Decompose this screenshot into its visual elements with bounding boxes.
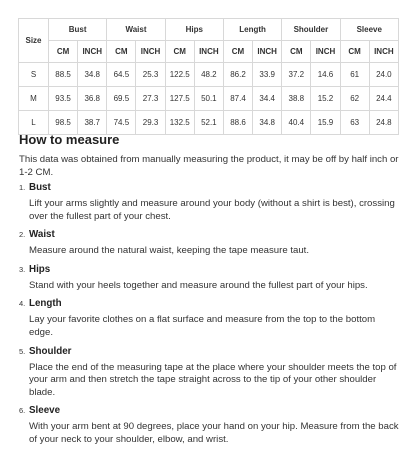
group-header-shoulder: Shoulder bbox=[282, 19, 340, 41]
table-cell: 48.2 bbox=[194, 63, 223, 87]
table-cell: 24.0 bbox=[369, 63, 398, 87]
how-to-measure-heading: How to measure bbox=[19, 132, 120, 147]
intro-paragraph: This data was obtained from manually measuring the product, it may be off by half inch or 1-2 CM. bbox=[19, 154, 399, 178]
group-header-waist: Waist bbox=[107, 19, 165, 41]
unit-header-cm: CM bbox=[165, 41, 194, 63]
table-cell: 50.1 bbox=[194, 87, 223, 111]
table-cell: 86.2 bbox=[223, 63, 252, 87]
unit-header-cm: CM bbox=[282, 41, 311, 63]
table-cell: 64.5 bbox=[107, 63, 136, 87]
table-cell: 87.4 bbox=[223, 87, 252, 111]
step-description: Measure around the natural waist, keeping the tape measure taut. bbox=[29, 245, 309, 257]
table-cell: 61 bbox=[340, 63, 369, 87]
unit-header-row bbox=[19, 41, 399, 63]
table-cell: 29.3 bbox=[136, 111, 165, 135]
table-cell: 15.9 bbox=[311, 111, 340, 135]
table-cell: 52.1 bbox=[194, 111, 223, 135]
step-number: 3. bbox=[19, 264, 26, 274]
step-description: Place the end of the measuring tape at the place where your shoulder meets the top of your arm and then stretch the tape straight across to the tip of your other shoulder blade. bbox=[29, 361, 397, 398]
table-cell: 38.8 bbox=[282, 87, 311, 111]
unit-header-inch: INCH bbox=[311, 41, 340, 63]
group-header-hips: Hips bbox=[165, 19, 223, 41]
table-cell: 127.5 bbox=[165, 87, 194, 111]
size-label: S bbox=[19, 63, 49, 87]
step-number: 6. bbox=[19, 406, 26, 416]
measure-steps-list bbox=[19, 182, 401, 453]
unit-header-cm: CM bbox=[340, 41, 369, 63]
list-item bbox=[19, 229, 401, 258]
table-cell: 34.8 bbox=[253, 111, 282, 135]
group-header-bust: Bust bbox=[49, 19, 107, 41]
group-header-sleeve: Sleeve bbox=[340, 19, 398, 41]
unit-header-inch: INCH bbox=[194, 41, 223, 63]
table-cell: 34.8 bbox=[78, 63, 107, 87]
table-cell: 14.6 bbox=[311, 63, 340, 87]
step-description: Lay your favorite clothes on a flat surface and measure from the top to the bottom edge. bbox=[29, 314, 376, 338]
unit-header-inch: INCH bbox=[136, 41, 165, 63]
table-cell: 88.5 bbox=[49, 63, 78, 87]
table-cell: 98.5 bbox=[49, 111, 78, 135]
table-cell: 36.8 bbox=[78, 87, 107, 111]
table-cell: 34.4 bbox=[253, 87, 282, 111]
step-number: 5. bbox=[19, 346, 26, 356]
list-item bbox=[19, 298, 401, 339]
table-cell: 15.2 bbox=[311, 87, 340, 111]
unit-header-inch: INCH bbox=[78, 41, 107, 63]
table-row bbox=[19, 87, 399, 111]
table-cell: 132.5 bbox=[165, 111, 194, 135]
group-header-length: Length bbox=[223, 19, 281, 41]
table-header-row bbox=[19, 19, 399, 41]
unit-header-cm: CM bbox=[223, 41, 252, 63]
table-cell: 33.9 bbox=[253, 63, 282, 87]
table-cell: 40.4 bbox=[282, 111, 311, 135]
step-title: Bust bbox=[29, 182, 51, 193]
step-title: Shoulder bbox=[29, 345, 72, 357]
table-cell: 38.7 bbox=[78, 111, 107, 135]
table-cell: 74.5 bbox=[107, 111, 136, 135]
list-item bbox=[19, 346, 401, 400]
table-cell: 69.5 bbox=[107, 87, 136, 111]
table-cell: 63 bbox=[340, 111, 369, 135]
step-number: 1. bbox=[19, 183, 26, 192]
table-cell: 37.2 bbox=[282, 63, 311, 87]
table-cell: 88.6 bbox=[223, 111, 252, 135]
step-title: Length bbox=[29, 298, 62, 310]
list-item bbox=[19, 182, 401, 223]
unit-header-inch: INCH bbox=[253, 41, 282, 63]
table-cell: 62 bbox=[340, 87, 369, 111]
table-cell: 122.5 bbox=[165, 63, 194, 87]
table-cell: 24.8 bbox=[369, 111, 398, 135]
step-title: Sleeve bbox=[29, 405, 61, 417]
table-cell: 93.5 bbox=[49, 87, 78, 111]
list-item bbox=[19, 264, 401, 293]
list-item bbox=[19, 405, 401, 446]
step-title: Hips bbox=[29, 263, 51, 275]
table-row bbox=[19, 111, 399, 135]
table-cell: 25.3 bbox=[136, 63, 165, 87]
unit-header-cm: CM bbox=[49, 41, 78, 63]
table-cell: 24.4 bbox=[369, 87, 398, 111]
step-description: With your arm bent at 90 degrees, place your hand on your hip. Measure from the back of your neck to your shoulder, elbow, and wrist. bbox=[29, 421, 399, 445]
table-cell: 27.3 bbox=[136, 87, 165, 111]
size-column-header: Size bbox=[19, 19, 49, 63]
size-label: M bbox=[19, 87, 49, 111]
step-description: Lift your arms slightly and measure around your body (without a shirt is best), crossing over the fullest part of your chest. bbox=[29, 198, 395, 222]
size-label: L bbox=[19, 111, 49, 135]
step-title: Waist bbox=[29, 229, 55, 241]
step-description: Stand with your heels together and measure around the fullest part of your hips. bbox=[29, 279, 368, 291]
size-table bbox=[18, 18, 399, 135]
step-number: 4. bbox=[19, 299, 26, 309]
unit-header-inch: INCH bbox=[369, 41, 398, 63]
table-row bbox=[19, 63, 399, 87]
unit-header-cm: CM bbox=[107, 41, 136, 63]
step-number: 2. bbox=[19, 230, 26, 240]
